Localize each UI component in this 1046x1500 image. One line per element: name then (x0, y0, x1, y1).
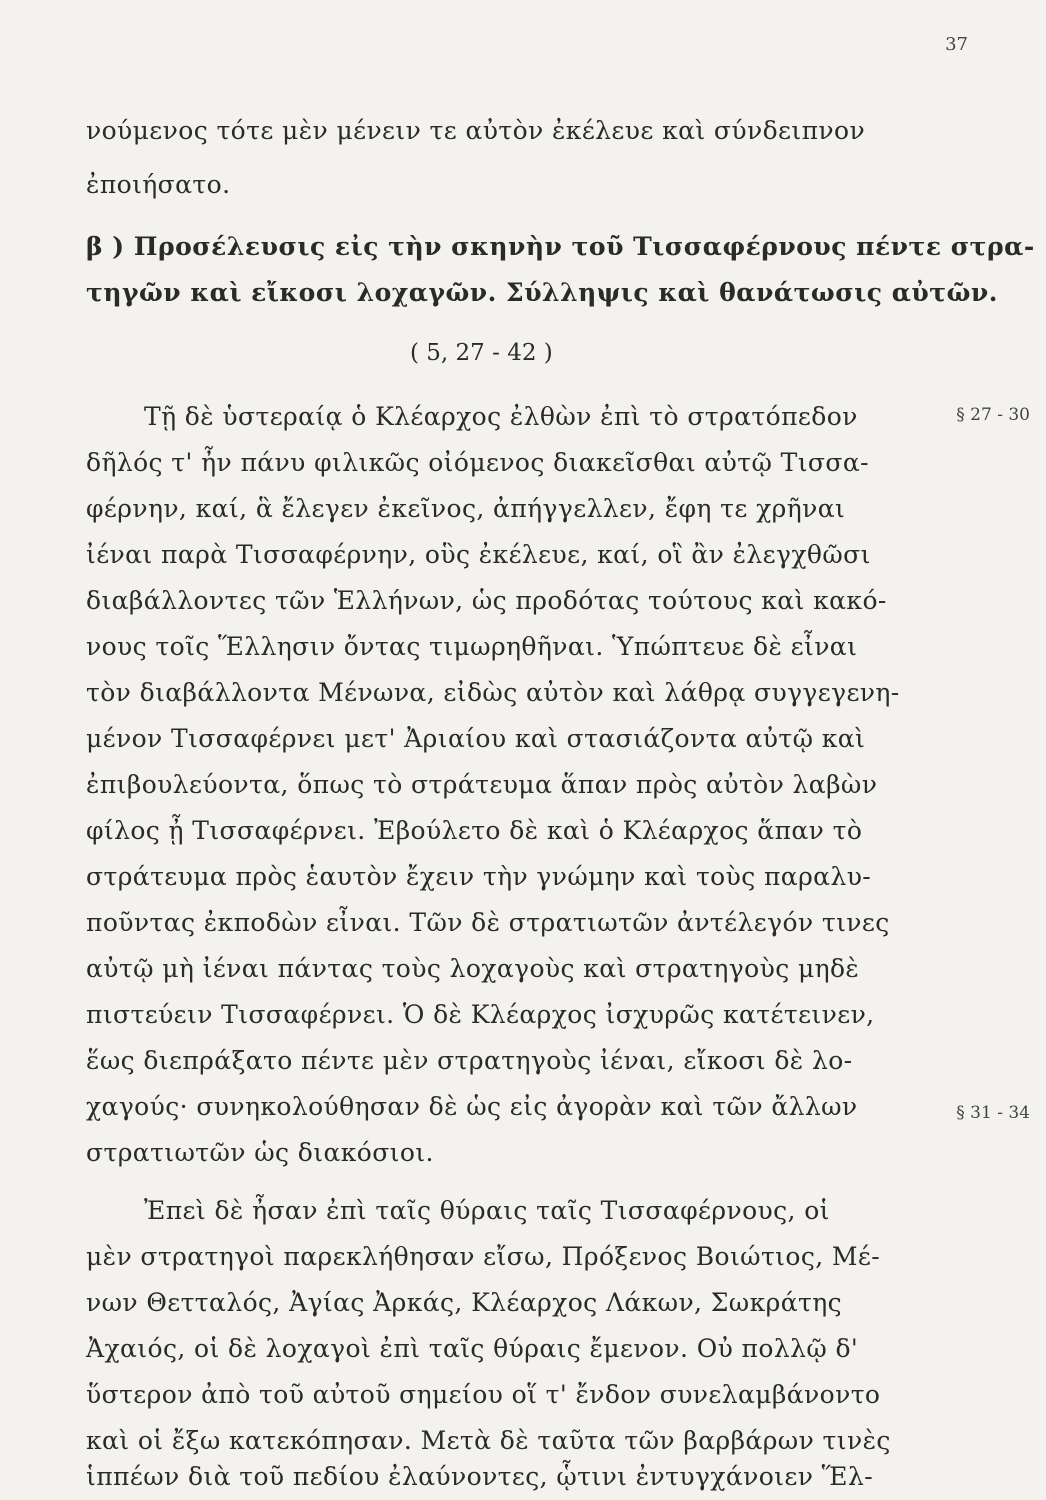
section-reference: ( 5, 27 - 42 ) (410, 340, 553, 366)
body-line: χαγούς· συνηκολούθησαν δὲ ὡς εἰς ἀγορὰν καὶ τῶν ἄλλων (86, 1092, 858, 1121)
body-line: νους τοῖς Ἕλλησιν ὄντας τιμωρηθῆναι. Ὑπώπτευε δὲ εἶναι (86, 632, 858, 661)
body-line: διαβάλλοντες τῶν Ἑλλήνων, ὡς προδότας τούτους καὶ κακό- (86, 586, 887, 615)
intro-line-1: νούμενος τότε μὲν μένειν τε αὐτὸν ἐκέλευε καὶ σύνδειπνον (86, 116, 866, 145)
intro-line-2: ἐποιήσατο. (86, 170, 231, 199)
body-line: αὐτῷ μὴ ἰέναι πάντας τοὺς λοχαγοὺς καὶ στρατηγοὺς μηδὲ (86, 954, 860, 983)
body-line: ἱππέων διὰ τοῦ πεδίου ἐλαύνοντες, ᾧτινι ἐντυγχάνοιεν Ἕλ- (86, 1462, 874, 1491)
margin-ref-31-34: § 31 - 34 (956, 1103, 1030, 1123)
body-line: στράτευμα πρὸς ἑαυτὸν ἔχειν τὴν γνώμην καὶ τοὺς παραλυ- (86, 862, 872, 891)
margin-ref-27-30: § 27 - 30 (956, 405, 1030, 425)
body-line: Ἀχαιός, οἱ δὲ λοχαγοὶ ἐπὶ ταῖς θύραις ἔμενον. Οὐ πολλῷ δ' (86, 1334, 859, 1363)
body-line: Ἐπεὶ δὲ ἦσαν ἐπὶ ταῖς θύραις ταῖς Τισσαφέρνους, οἱ (144, 1196, 830, 1225)
body-line: δῆλός τ' ἦν πάνυ φιλικῶς οἰόμενος διακεῖσθαι αὐτῷ Τισσα- (86, 448, 869, 477)
body-line: ἕως διεπράξατο πέντε μὲν στρατηγοὺς ἰέναι, εἴκοσι δὲ λο- (86, 1046, 853, 1075)
page-number: 37 (945, 34, 968, 55)
body-line: Τῇ δὲ ὑστεραίᾳ ὁ Κλέαρχος ἐλθὼν ἐπὶ τὸ στρατόπεδον (144, 402, 858, 431)
body-line: μένον Τισσαφέρνει μετ' Ἀριαίου καὶ στασιάζοντα αὐτῷ καὶ (86, 724, 866, 753)
body-line: ποῦντας ἐκποδὼν εἶναι. Τῶν δὲ στρατιωτῶν ἀντέλεγόν τινες (86, 908, 890, 937)
heading-line-2: τηγῶν καὶ εἴκοσι λοχαγῶν. Σύλληψις καὶ θανάτωσις αὐτῶν. (86, 278, 998, 307)
body-line: πιστεύειν Τισσαφέρνει. Ὁ δὲ Κλέαρχος ἰσχυρῶς κατέτεινεν, (86, 1000, 875, 1029)
heading-line-1: β ) Προσέλευσις εἰς τὴν σκηνὴν τοῦ Τισσαφέρνους πέντε στρα- (86, 232, 1035, 261)
body-line: στρατιωτῶν ὡς διακόσιοι. (86, 1138, 434, 1167)
body-line: ὕστερον ἀπὸ τοῦ αὐτοῦ σημείου οἵ τ' ἔνδον συνελαμβάνοντο (86, 1380, 881, 1409)
body-line: τὸν διαβάλλοντα Μένωνα, εἰδὼς αὐτὸν καὶ λάθρᾳ συγγεγενη- (86, 678, 900, 707)
body-line: φέρνην, καί, ἃ ἔλεγεν ἐκεῖνος, ἀπήγγελλεν, ἔφη τε χρῆναι (86, 494, 846, 523)
body-line: ἰέναι παρὰ Τισσαφέρνην, οὓς ἐκέλευε, καί, οἳ ἂν ἐλεγχθῶσι (86, 540, 871, 569)
body-line: μὲν στρατηγοὶ παρεκλήθησαν εἴσω, Πρόξενος Βοιώτιος, Μέ- (86, 1242, 881, 1271)
body-line: καὶ οἱ ἔξω κατεκόπησαν. Μετὰ δὲ ταῦτα τῶν βαρβάρων τινὲς (86, 1426, 891, 1455)
body-line: φίλος ᾖ Τισσαφέρνει. Ἐβούλετο δὲ καὶ ὁ Κλέαρχος ἅπαν τὸ (86, 816, 863, 845)
body-line: νων Θετταλός, Ἀγίας Ἀρκάς, Κλέαρχος Λάκων, Σωκράτης (86, 1288, 843, 1317)
body-line: ἐπιβουλεύοντα, ὅπως τὸ στράτευμα ἅπαν πρὸς αὐτὸν λαβὼν (86, 770, 878, 799)
